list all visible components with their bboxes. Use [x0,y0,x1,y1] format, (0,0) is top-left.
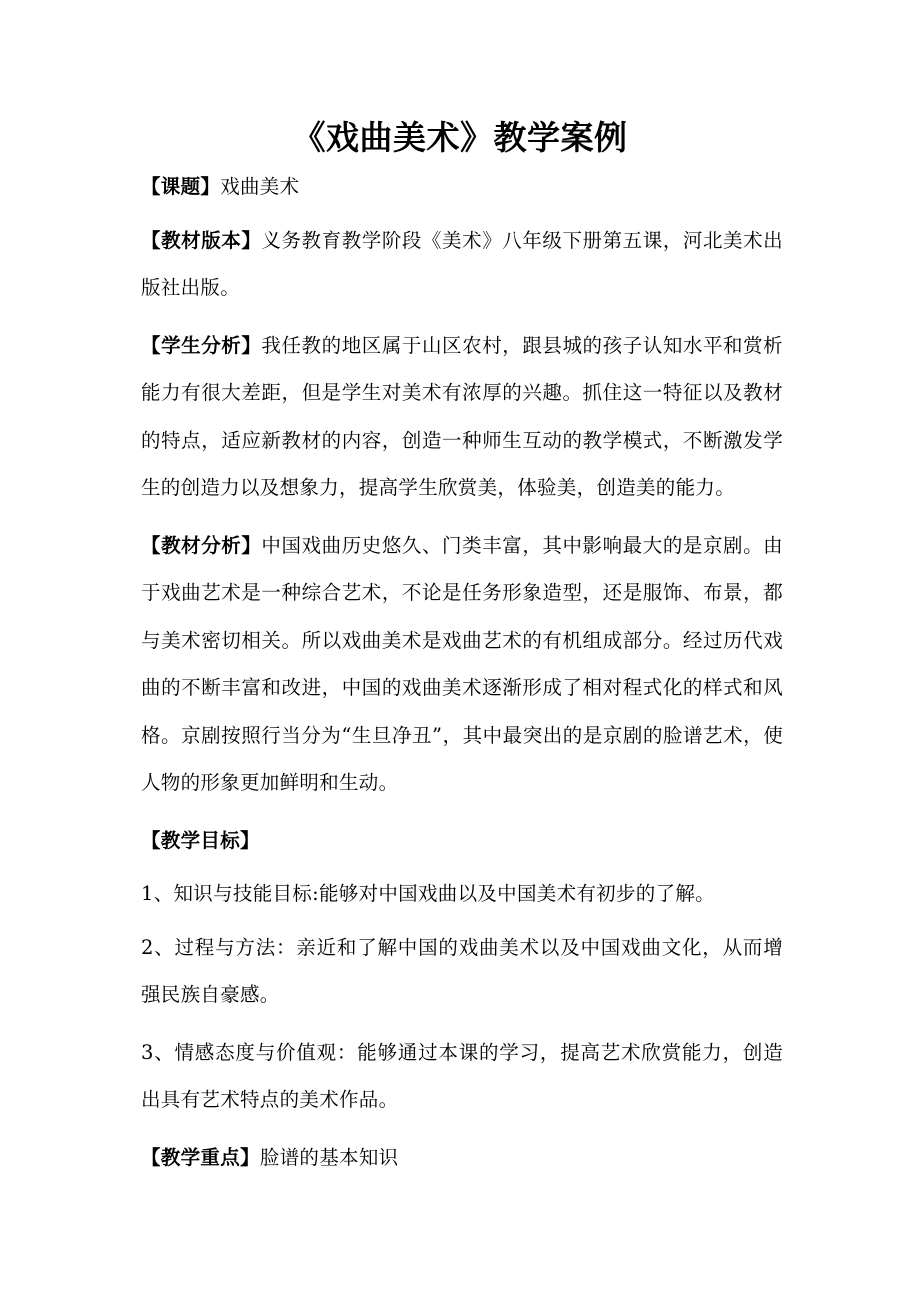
section-label: 【学生分析】 [141,333,262,357]
section-teaching-objectives [141,817,783,865]
section-teaching-key-point [141,1134,783,1182]
section-text: 义务教育教学阶段《美术》八年级下册第五课，河北美术出版社出版。 [141,228,783,299]
section-label: 【教材分析】 [141,533,262,557]
section-text: 我任教的地区属于山区农村，跟县城的孩子认知水平和赏析能力有很大差距，但是学生对美术有浓厚的兴趣。抓住这一特征以及教材的特点，适应新教材的内容，创造一种师生互动的教学模式，不断激发学生的创造力以及想象力，提高学生欣赏美，体验美，创造美的能力。 [141,333,783,499]
document-title: 《戏曲美术》教学案例 [292,118,628,157]
section-textbook-analysis [141,522,783,807]
section-label: 【教材版本】 [141,228,262,252]
objective-item: 2、过程与方法：亲近和了解中国的戏曲美术以及中国戏曲文化，从而增强民族自豪感。 [141,935,783,1006]
section-topic [141,163,783,211]
section-text: 脸谱的基本知识 [259,1145,399,1169]
section-label: 【教学重点】 [141,1145,260,1169]
section-label: 【教学目标】 [141,828,260,852]
document-body [141,163,783,1191]
section-label: 【课题】 [141,175,221,198]
section-text: 戏曲美术 [220,175,300,198]
objective-item: 1、知识与技能目标:能够对中国戏曲以及中国美术有初步的了解。 [141,882,715,905]
objective-item: 3、情感态度与价值观：能够通过本课的学习，提高艺术欣赏能力，创造出具有艺术特点的美术作品。 [141,1040,783,1111]
section-text: 中国戏曲历史悠久、门类丰富，其中影响最大的是京剧。由于戏曲艺术是一种综合艺术，不论是任务形象造型，还是服饰、布景，都与美术密切相关。所以戏曲美术是戏曲艺术的有机组成部分。经过历代戏曲的不断丰富和改进，中国的戏曲美术逐渐形成了相对程式化的样式和风格。京剧按照行当分为“生旦净丑”，其中最突出的是京剧的脸谱艺术，使人物的形象更加鲜明和生动。 [141,533,783,794]
section-student-analysis [141,322,783,512]
section-textbook-version [141,217,783,312]
